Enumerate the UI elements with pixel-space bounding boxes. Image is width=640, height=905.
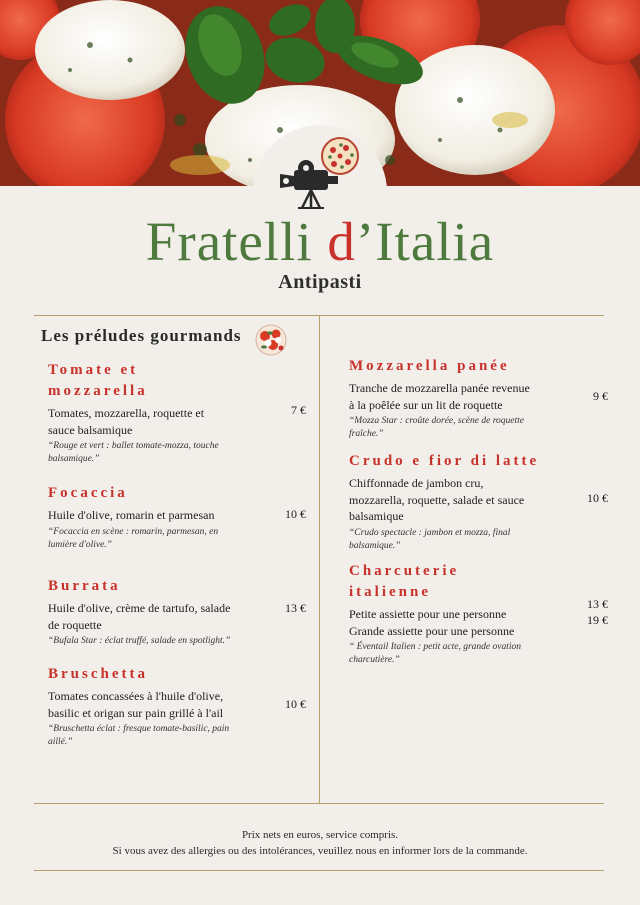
item-description-line: Huile d'olive, crème de tartufo, salade: [48, 601, 231, 615]
item-name-line: Bruschetta: [48, 666, 148, 682]
menu-item-mozzarella-panee: [349, 356, 549, 441]
item-name-line: Burrata: [48, 578, 121, 594]
item-name-line: Focaccia: [48, 485, 128, 501]
menu-item-focaccia: [48, 483, 263, 552]
item-description-line: à la poêlée sur un lit de roquette: [349, 397, 503, 412]
item-quote-line: balsamique.”: [349, 540, 401, 551]
item-description-line: Huile d'olive, romarin et parmesan: [48, 508, 215, 522]
menu-item-tomate-mozzarella: [48, 360, 258, 466]
item-name-line: Mozzarella panée: [349, 358, 510, 374]
footer-allergy-note: Si vous avez des allergies ou des intolérances, veuillez nous en informer lors de la commande.: [112, 845, 528, 857]
item-price: 10 €: [285, 507, 306, 521]
footer-divider: [34, 870, 604, 871]
item-name-line: italienne: [349, 584, 431, 600]
item-price: 7 €: [291, 403, 306, 417]
item-description-line: Petite assiette pour une personne: [349, 607, 507, 621]
item-quote-line: fraîche.”: [349, 429, 384, 439]
item-description-line: sauce balsamique: [48, 422, 133, 437]
item-quote-line: lumière d'olive.”: [48, 539, 112, 550]
item-name-line: Tomate et: [48, 362, 139, 378]
item-description-line: basilic et origan sur pain grillé à l'ail: [48, 705, 224, 720]
item-quote-line: “Focaccia en scène : romarin, parmesan, en: [48, 526, 219, 537]
section-title: Les préludes gourmands: [41, 326, 242, 345]
item-price-small: 13 €: [587, 597, 608, 611]
column-divider: [319, 315, 320, 804]
item-quote-line: “Bufala Star : éclat truffé, salade en spotlight.”: [48, 636, 231, 646]
item-quote-line: “Bruschetta éclat : fresque tomate-basilic, pain: [48, 724, 230, 734]
item-price-large: 19 €: [587, 613, 608, 627]
footer-prices-note: Prix nets en euros, service compris.: [241, 829, 399, 841]
restaurant-title: [0, 206, 640, 278]
title-accent-letter: d: [327, 211, 356, 272]
item-price: 10 €: [285, 697, 306, 711]
footer-note: [0, 827, 640, 859]
item-quote-line: aillé.”: [48, 737, 73, 747]
item-description-line: de roquette: [48, 617, 102, 632]
item-name-line: mozzarella: [48, 383, 148, 399]
item-price: 10 €: [587, 491, 608, 505]
item-description-line: Chiffonnade de jambon cru,: [349, 476, 484, 490]
item-description-line: mozzarella, roquette, salade et sauce: [349, 492, 525, 507]
menu-item-crudo-fior-di-latte: [349, 451, 549, 553]
item-quote-line: “Rouge et vert : ballet tomate-mozza, touche: [48, 441, 219, 451]
menu-item-bruschetta: [48, 664, 263, 749]
title-part-1: Fratelli: [145, 211, 328, 272]
item-name-line: Charcuterie: [349, 563, 460, 579]
item-description-line: balsamique: [349, 509, 404, 523]
item-description-line: Grande assiette pour une personne: [349, 623, 515, 638]
title-part-2: ’Italia: [355, 211, 495, 272]
menu-category-title: Antipasti: [278, 271, 362, 293]
caprese-plate-icon: [254, 323, 288, 357]
item-quote-line: charcutière.”: [349, 655, 400, 665]
item-price: 13 €: [285, 601, 306, 615]
item-price: 9 €: [593, 389, 608, 403]
item-description-line: Tomates concassées à l'huile d'olive,: [48, 689, 224, 703]
menu-item-charcuterie-italienne: [349, 561, 549, 667]
item-quote-line: balsamique.”: [48, 454, 100, 464]
item-quote-line: “ Éventail Italien : petit acte, grande ovation: [349, 642, 522, 652]
item-quote-line: “Crudo spectacle : jambon et mozza, final: [349, 527, 511, 538]
bottom-divider: [34, 803, 604, 804]
film-camera-pizza-icon: [278, 136, 364, 210]
item-quote-line: “Mozza Star : croûte dorée, scène de roquette: [349, 416, 525, 426]
item-description-line: Tranche de mozzarella panée revenue: [349, 381, 530, 395]
item-name-line: Crudo e fior di latte: [349, 453, 540, 469]
menu-item-burrata: [48, 576, 263, 648]
item-description-line: Tomates, mozzarella, roquette et: [48, 406, 205, 420]
